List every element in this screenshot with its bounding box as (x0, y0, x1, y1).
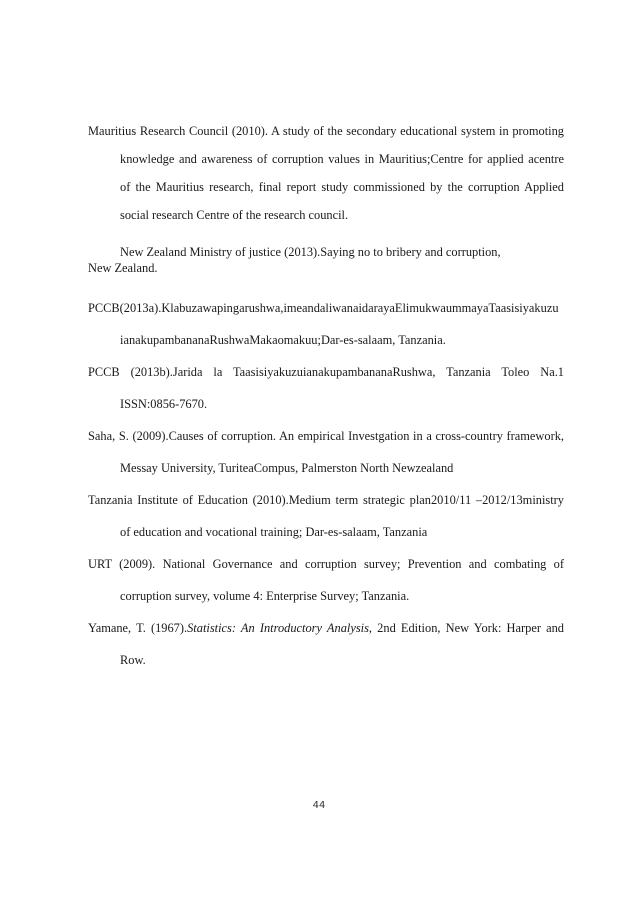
reference-first-line: New Zealand Ministry of justice (2013).Saying no to bribery and corruption, (120, 245, 501, 259)
reference-continuation-line: of education and vocational training; Dar-es-salaam, Tanzania (120, 525, 428, 539)
reference-continuation-line: knowledge and awareness of corruption values in Mauritius;Centre for applied acentre (120, 152, 564, 166)
reference-continuation-line: New Zealand. (88, 261, 158, 275)
reference-first-line: URT (2009). National Governance and corruption survey; Prevention and combating of (88, 557, 564, 571)
reference-continuation-line: ISSN:0856-7670. (120, 397, 208, 411)
reference-title-italic: Statistics: An Introductory Analysis (187, 621, 369, 635)
reference-first-line: PCCB (2013b).Jarida la TaasisiyakuzuianakupambananaRushwa, Tanzania Toleo Na.1 (88, 365, 564, 379)
page-number: 44 (312, 800, 326, 811)
reference-continuation-line: ianakupambananaRushwaMakaomakuu;Dar-es-salaam, Tanzania. (120, 333, 446, 347)
reference-publisher: , 2nd Edition, New York: Harper and (368, 621, 564, 635)
reference-first-line: Saha, S. (2009).Causes of corruption. An empirical Investgation in a cross-country framework, (88, 429, 564, 443)
reference-continuation-line: social research Centre of the research council. (120, 208, 349, 222)
reference-continuation-line: Messay University, TuriteaCompus, Palmerston North Newzealand (120, 461, 454, 475)
reference-first-line: PCCB(2013a).Klabuzawapingarushwa,imeandaliwanaidarayaElimukwaummayaTaasisiyakuzu (88, 301, 559, 315)
reference-continuation-line: Row. (120, 653, 146, 667)
reference-continuation-line: of the Mauritius research, final report study commissioned by the corruption Applied (120, 180, 564, 194)
reference-author-year: Yamane, T. (1967). (88, 621, 188, 635)
reference-first-line (88, 620, 564, 636)
reference-first-line: Tanzania Institute of Education (2010).Medium term strategic plan2010/11 –2012/13ministry (88, 493, 564, 507)
reference-first-line: Mauritius Research Council (2010). A study of the secondary educational system in promoting (88, 124, 564, 138)
reference-continuation-line: corruption survey, volume 4: Enterprise Survey; Tanzania. (120, 589, 410, 603)
